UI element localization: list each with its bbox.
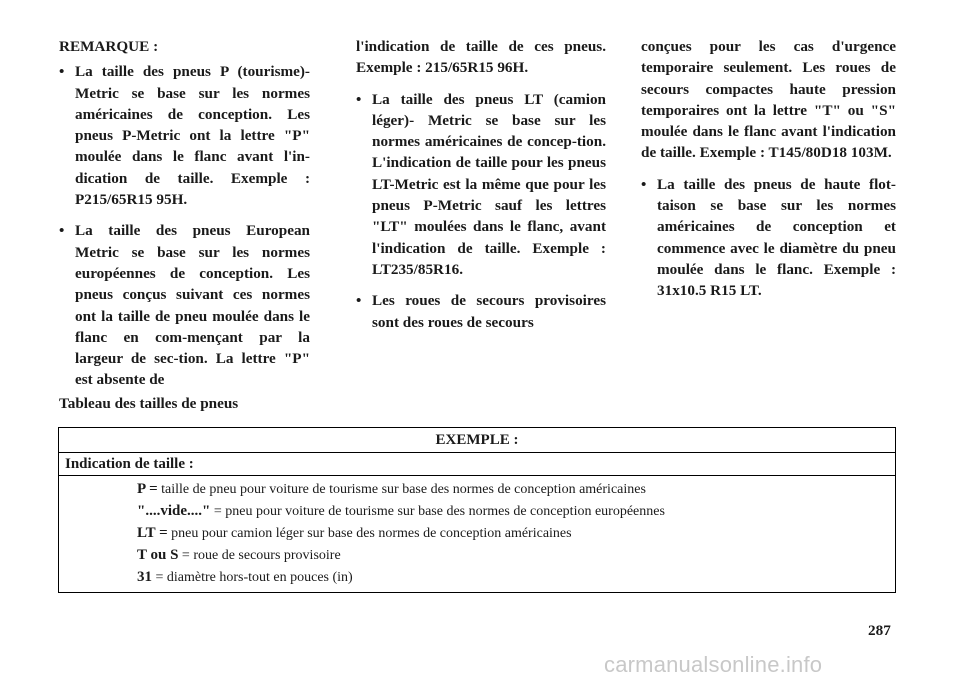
watermark: carmanualsonline.info [604, 652, 823, 677]
section-title: Tableau des tailles de pneus [59, 395, 239, 412]
bullet-lt-metric: • La taille des pneus LT (camion léger)- Metric se base sur les normes américaines de concep-tion. L'indication de taille pour les pneus LT-Metric est la même que pour les pneus P-Metric sauf les lettres "LT" moulées dans le flanc, avant l'indication de taille. Exemple : LT235/85R16. [356, 89, 606, 281]
row-key: LT = [137, 525, 168, 541]
row-key: P = [137, 481, 158, 497]
row-description: pneu pour camion léger sur base des normes de conception américaines [167, 526, 572, 541]
row-key: 31 [137, 569, 152, 585]
bullet-p-metric: • La taille des pneus P (tourisme)-Metric se base sur les normes américaines de conception. Les pneus P-Metric ont la lettre "P" moulée dans le flanc avant l'in-dication de taille. Exemple : P215/65R15 95H. [59, 61, 310, 210]
tire-size-table [58, 427, 896, 593]
text-column-1 [59, 36, 310, 401]
row-description: = roue de secours provisoire [178, 548, 341, 563]
bullet-flotation-tires: • La taille des pneus de haute flot-taison se base sur les normes américaines de conception et commence avec le diamètre du pneu moulée dans le flanc. Exemple : 31x10.5 R15 LT. [641, 174, 896, 302]
table-subheader: Indication de taille : [59, 453, 895, 476]
table-row [137, 566, 895, 588]
table-row [137, 478, 895, 500]
table-row [137, 522, 895, 544]
bullet-european-metric: • La taille des pneus European Metric se base sur les normes européennes de conception. Les pneus conçus suivant ces normes ont la taille de pneu moulée dans le flanc en com-mençant par la largeur de sec-tion. La lettre "P" est absente de [59, 220, 310, 390]
table-header: EXEMPLE : [59, 428, 895, 453]
text-column-3 [641, 36, 896, 312]
table-body [59, 476, 895, 592]
remark-heading: REMARQUE : [59, 38, 159, 55]
row-description: taille de pneu pour voiture de tourisme sur base des normes de conception américaines [157, 482, 646, 497]
european-metric-continuation: l'indication de taille de ces pneus. Exemple : 215/65R15 96H. [356, 38, 606, 77]
page-number: 287 [868, 622, 891, 639]
text-column-2 [356, 36, 606, 343]
table-row [137, 500, 895, 522]
row-description: = pneu pour voiture de tourisme sur base des normes de conception européennes [210, 504, 665, 519]
bullet-spare-wheels: • Les roues de secours provisoires sont des roues de secours [356, 290, 606, 333]
row-key: T ou S [137, 547, 179, 563]
spare-wheels-continuation: conçues pour les cas d'urgence temporaire seulement. Les roues de secours compactes haute pression temporaires ont la lettre "T" ou "S" moulée dans le flanc avant l'indication de taille. Exemple : T145/80D18 103M. [641, 38, 896, 162]
row-description: = diamètre hors-tout en pouces (in) [152, 570, 353, 585]
row-key: "....vide...." [137, 503, 211, 519]
table-row [137, 544, 895, 566]
